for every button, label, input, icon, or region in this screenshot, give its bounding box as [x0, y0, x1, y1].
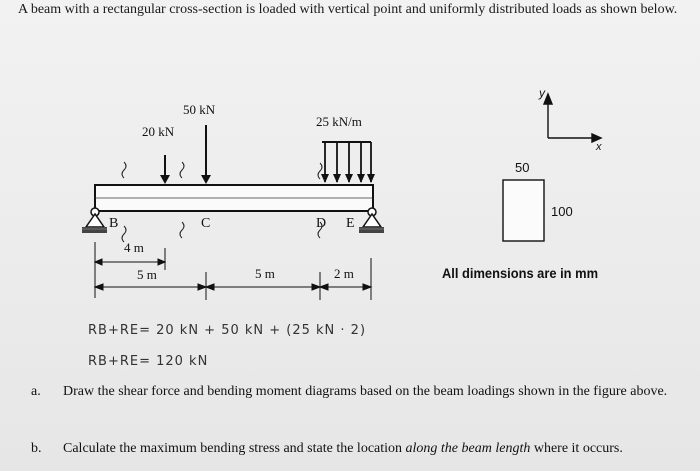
- label-4m: 4 m: [124, 240, 144, 255]
- label-e: E: [346, 216, 355, 231]
- label-5m-mid: 5 m: [255, 266, 275, 281]
- distributed-load: [321, 142, 375, 183]
- label-udl: 25 kN/m: [316, 114, 362, 129]
- handwritten-equation-2: RB+RE= 120 kN: [88, 354, 209, 369]
- question-a-text: Draw the shear force and bending moment diagrams based on the beam loadings shown in the figure above.: [63, 384, 668, 399]
- label-axis-y: y: [539, 86, 545, 100]
- cross-section-rect: [503, 180, 544, 241]
- question-a-marker: a.: [31, 384, 41, 399]
- label-2m: 2 m: [334, 266, 354, 281]
- label-b: B: [109, 216, 119, 231]
- handwritten-equation-1: RB+RE= 20 kN + 50 kN + (25 kN · 2): [88, 323, 367, 338]
- question-b-marker: b.: [31, 441, 42, 456]
- label-5m-left: 5 m: [137, 267, 157, 282]
- point-load-20kN: [160, 155, 170, 184]
- label-width-50: 50: [515, 160, 530, 175]
- problem-intro: A beam with a rectangular cross-section is loaded with vertical point and uniformly distributed loads as shown below.: [18, 2, 678, 17]
- label-50kN: 50 kN: [183, 102, 216, 117]
- label-axis-x: x: [596, 141, 602, 153]
- question-b-text-start: Calculate the maximum bending stress and state the location: [63, 441, 406, 456]
- label-d: D: [316, 216, 327, 231]
- question-b-text: [63, 440, 693, 458]
- label-height-100: 100: [551, 204, 573, 219]
- label-20kN: 20 kN: [142, 124, 175, 139]
- point-load-50kN: [201, 125, 211, 184]
- question-b-text-end: where it occurs.: [530, 441, 623, 456]
- dimensions-note: All dimensions are in mm: [442, 265, 599, 281]
- question-b-emphasis: along the beam length: [405, 441, 531, 456]
- label-c: C: [201, 216, 211, 231]
- axis-arrows: [544, 94, 601, 142]
